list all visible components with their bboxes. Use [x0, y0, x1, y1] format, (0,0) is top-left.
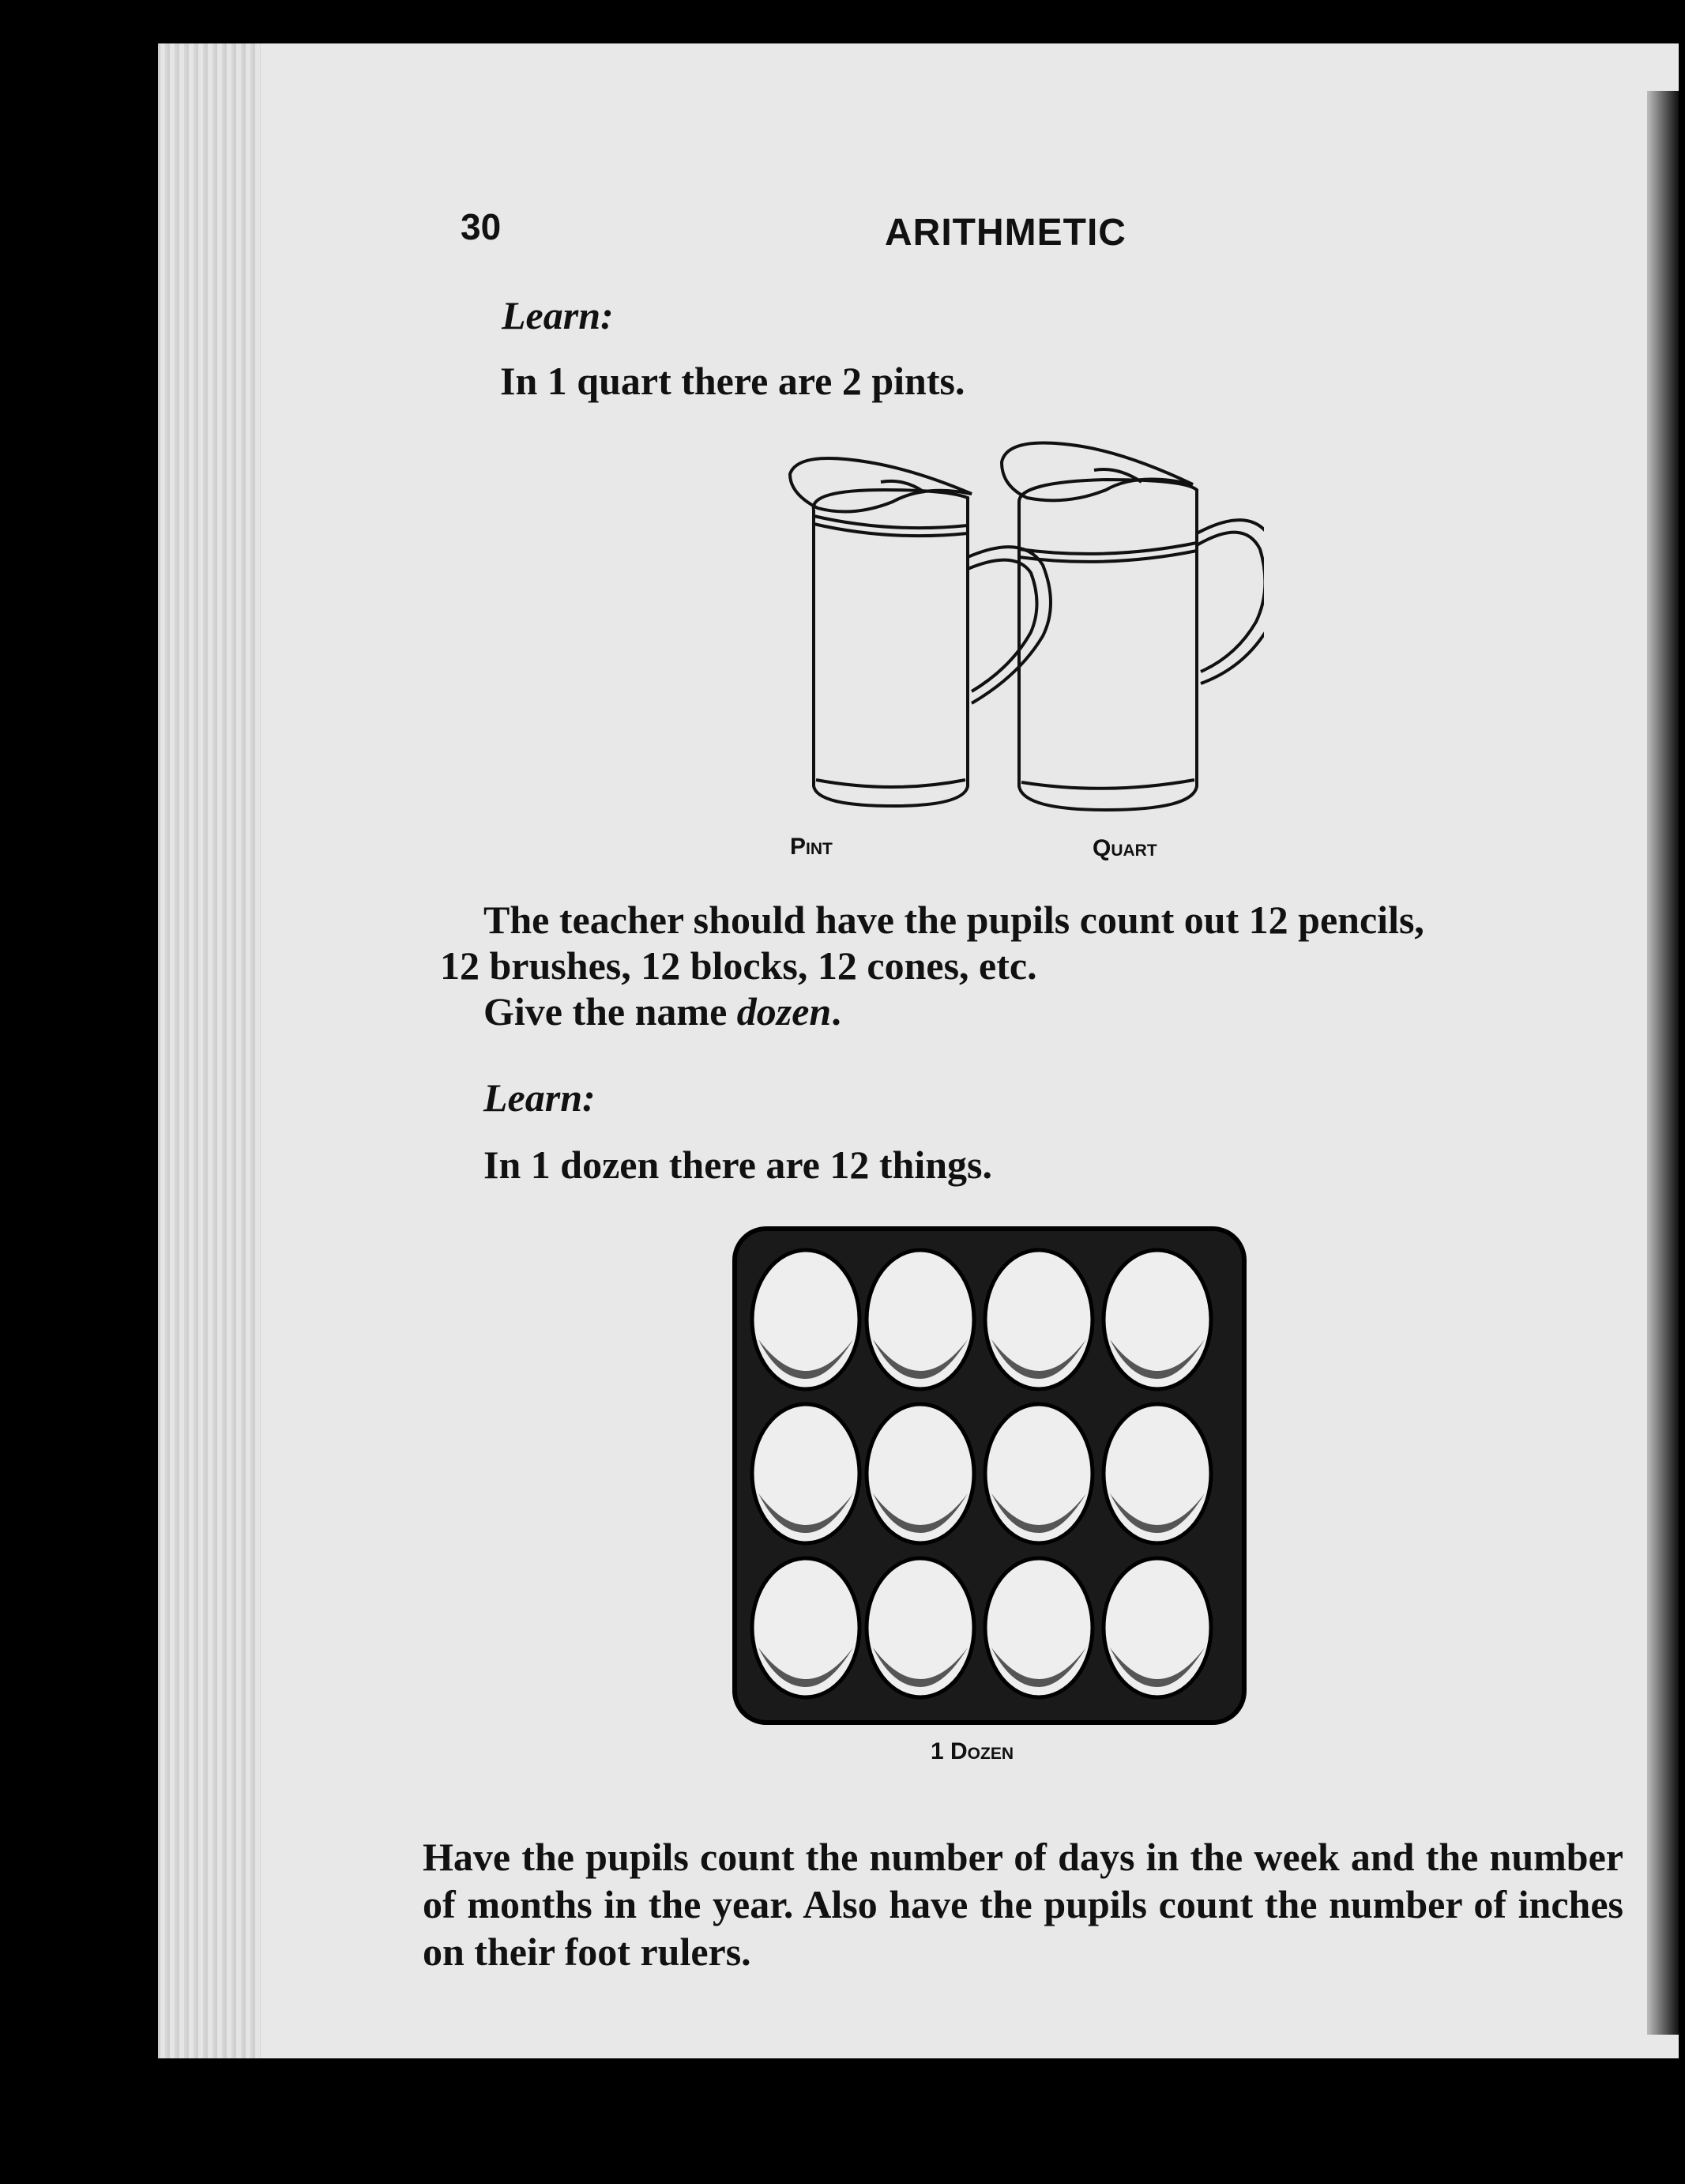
- dozen-instruction-paragraph: [440, 897, 1679, 1034]
- page-number: 30: [461, 206, 502, 247]
- binding-shadow: [1647, 91, 1679, 2035]
- quart-fact: In 1 quart there are 2 pints.: [500, 359, 965, 403]
- egg-carton-illustration: [727, 1221, 1252, 1730]
- dozen-emphasis: dozen: [736, 989, 832, 1034]
- book-page: [158, 43, 1679, 2058]
- jugs-illustration: [711, 415, 1264, 826]
- pint-jug-drawing: [790, 458, 1051, 806]
- paragraph-1-line-3: [483, 988, 1679, 1034]
- pint-label: Pint: [790, 834, 833, 860]
- paragraph-1-line-2: 12 brushes, 12 blocks, 12 cones, etc.: [440, 943, 1037, 988]
- line-3-suffix: .: [831, 989, 841, 1034]
- quart-label: Quart: [1093, 835, 1157, 861]
- quart-jug-drawing: [1002, 443, 1264, 811]
- dozen-caption: 1 Dozen: [931, 1738, 1014, 1764]
- page-edges: [158, 43, 261, 2058]
- paragraph-1-line-1: The teacher should have the pupils count out 12 pencils,: [483, 898, 1424, 942]
- learn-heading-1: Learn:: [502, 293, 614, 337]
- learn-heading-2: Learn:: [483, 1075, 596, 1120]
- running-head: ARITHMETIC: [885, 212, 1126, 254]
- counting-paragraph: Have the pupils count the number of days in the week and the number of months in the year. Also have the pupils count the number of inches on their foot rulers.: [423, 1835, 1623, 1974]
- dozen-fact: In 1 dozen there are 12 things.: [483, 1143, 992, 1187]
- line-3-prefix: Give the name: [483, 989, 737, 1034]
